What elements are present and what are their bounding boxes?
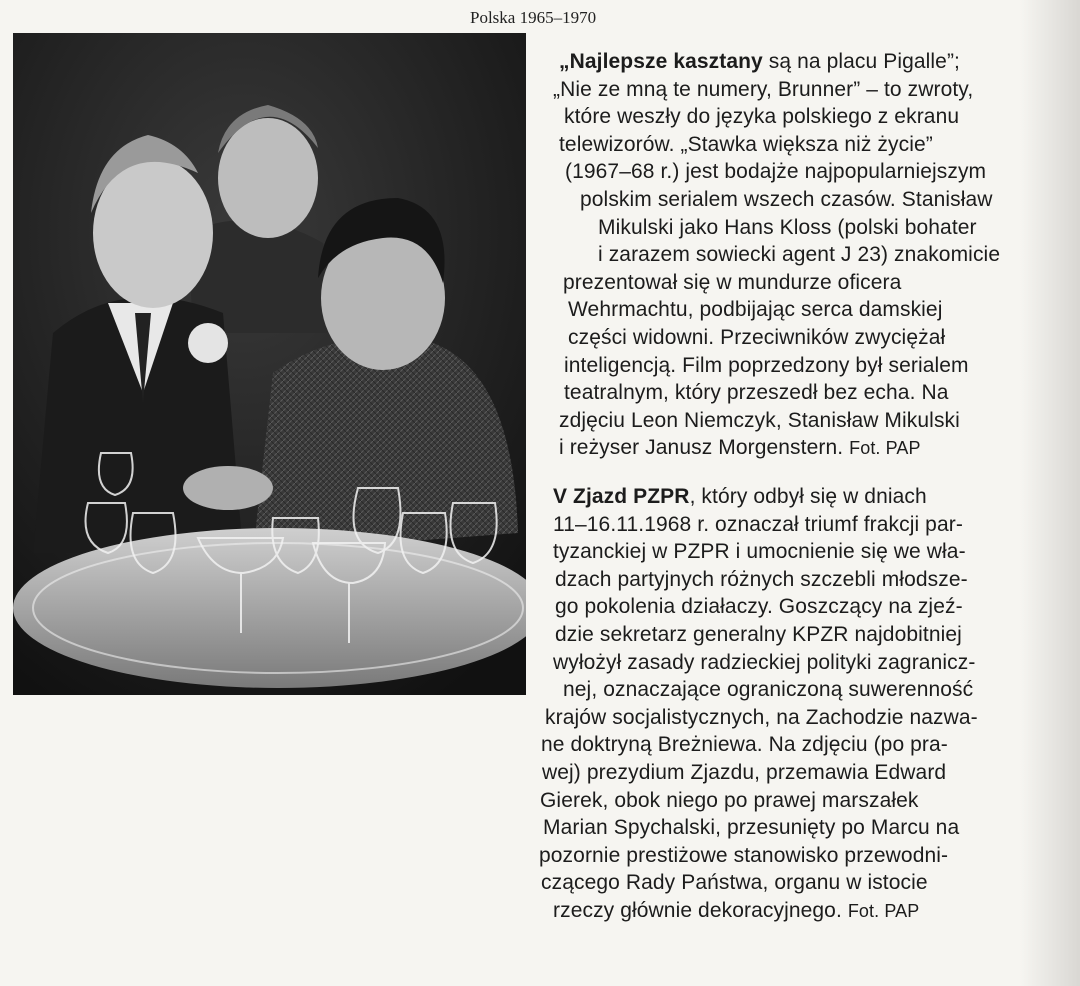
caption-line: tyzanckiej w PZPR i umocnienie się we wła-	[553, 540, 966, 564]
caption-lead: „Najlepsze kasztany	[559, 50, 763, 73]
caption-line: nej, oznaczające ograniczoną suwerenność	[563, 678, 974, 702]
caption-line: zdjęciu Leon Niemczyk, Stanisław Mikulski	[559, 408, 960, 432]
caption-line: które weszły do języka polskiego z ekranu	[564, 105, 960, 129]
photo-credit: Fot. PAP	[849, 438, 921, 459]
caption-line: (1967–68 r.) jest bodajże najpopularniejszym	[565, 160, 987, 184]
caption-line: części widowni. Przeciwników zwyciężał	[568, 325, 946, 349]
caption-line: inteligencją. Film poprzedzony był serialem	[564, 353, 969, 377]
caption-line: krajów socjalistycznych, na Zachodzie nazwa-	[545, 705, 978, 729]
caption-line: Mikulski jako Hans Kloss (polski bohater	[598, 215, 977, 239]
caption-line: ne doktryną Breżniewa. Na zdjęciu (po pra-	[541, 733, 948, 757]
caption-line: „Nie ze mną te numery, Brunner” – to zwroty,	[553, 77, 974, 101]
caption-line: Wehrmachtu, podbijając serca damskiej	[568, 298, 943, 322]
caption-line: go pokolenia działaczy. Goszczący na zjeź-	[555, 595, 963, 619]
caption-line: pozornie prestiżowe stanowisko przewodni-	[539, 843, 949, 867]
caption-line: 11–16.11.1968 r. oznaczał triumf frakcji par-	[553, 512, 963, 536]
caption-line: wyłożył zasady radzieckiej polityki zagranicz-	[553, 650, 976, 674]
page-edge-shadow	[1020, 0, 1080, 986]
caption-line: V Zjazd PZPR, który odbył się w dniach	[553, 485, 927, 508]
caption-line: i zarazem sowiecki agent J 23) znakomicie	[598, 243, 1001, 267]
caption-line: rzeczy głównie dekoracyjnego. Fot. PAP	[553, 898, 920, 922]
caption-line: wej) prezydium Zjazdu, przemawia Edward	[542, 760, 947, 784]
caption-line: telewizorów. „Stawka większa niż życie”	[559, 132, 933, 156]
caption-line: polskim serialem wszech czasów. Stanisław	[580, 187, 993, 211]
running-head: Polska 1965–1970	[470, 8, 597, 27]
photo-credit: Fot. PAP	[847, 900, 920, 921]
photograph	[13, 33, 526, 695]
caption-line: dzach partyjnych różnych szczebli młodsze-	[555, 567, 968, 591]
caption-line: „Najlepsze kasztany są na placu Pigalle”;	[559, 50, 960, 73]
caption-line: dzie sekretarz generalny KPZR najdobitniej	[555, 622, 962, 646]
caption-line: teatralnym, który przeszedł bez echa. Na	[564, 381, 949, 405]
caption-line: prezentował się w mundurze oficera	[563, 270, 902, 294]
caption-line: czącego Rady Państwa, organu w istocie	[541, 871, 928, 895]
caption-line: Gierek, obok niego po prawej marszałek	[540, 788, 919, 812]
caption-line: Marian Spychalski, przesunięty po Marcu na	[543, 816, 960, 840]
caption-nasze-seriale	[553, 48, 1001, 463]
caption-lead: V Zjazd PZPR	[553, 485, 690, 508]
caption-line: i reżyser Janusz Morgenstern. Fot. PAP	[559, 436, 921, 460]
caption-zjazd-pzpr	[539, 483, 978, 926]
